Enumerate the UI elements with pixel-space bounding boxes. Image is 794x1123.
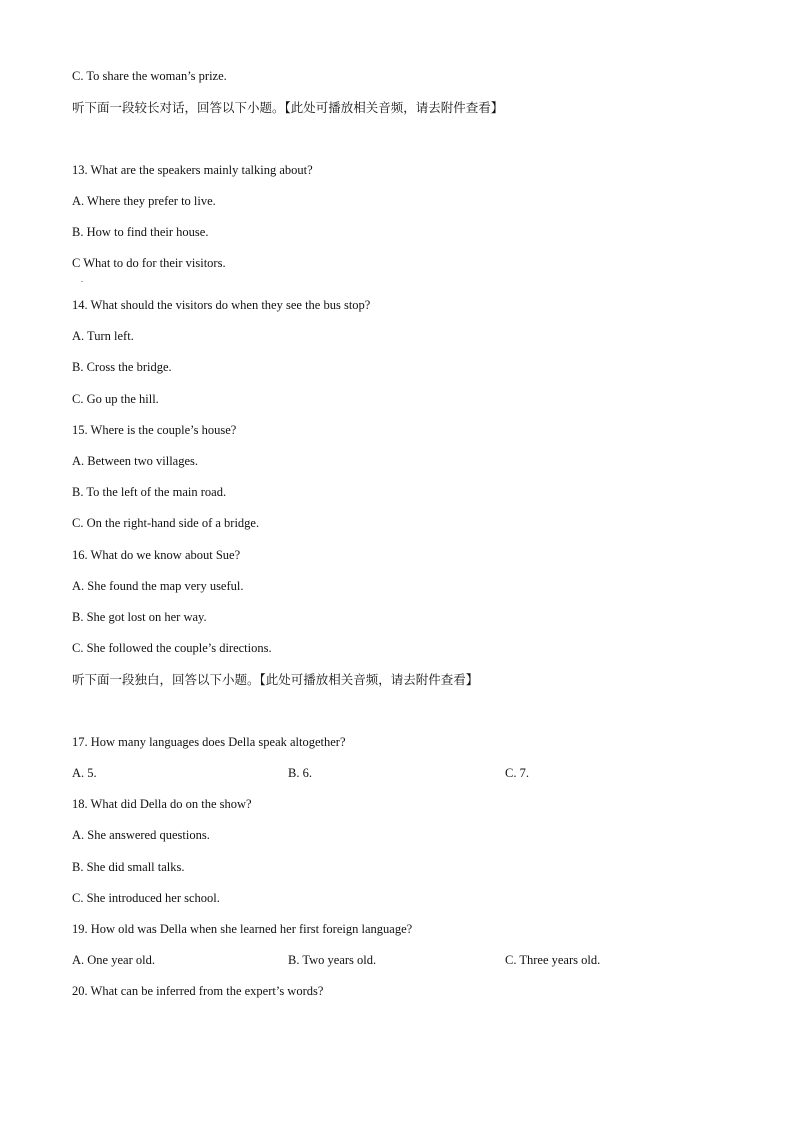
question-18: 18. What did Della do on the show? (72, 797, 252, 811)
question-19: 19. How old was Della when she learned her first foreign language? (72, 922, 413, 936)
q18-option-c: C. She introduced her school. (72, 891, 220, 905)
q15-option-c: C. On the right-hand side of a bridge. (72, 516, 260, 530)
q17-option-a: A. 5. (72, 766, 97, 780)
question-15: 15. Where is the couple’s house? (72, 423, 237, 437)
q14-option-c: C. Go up the hill. (72, 392, 159, 406)
stray-dot: . (81, 275, 83, 284)
question-16: 16. What do we know about Sue? (72, 548, 241, 562)
q17-options (72, 765, 722, 781)
q14-option-a: A. Turn left. (72, 329, 134, 343)
q19-option-c: C. Three years old. (505, 953, 601, 967)
question-14: 14. What should the visitors do when they see the bus stop? (72, 298, 371, 312)
question-13: 13. What are the speakers mainly talking about? (72, 163, 313, 177)
q13-option-b: B. How to find their house. (72, 225, 209, 239)
q19-option-a: A. One year old. (72, 953, 155, 967)
question-20: 20. What can be inferred from the expert’s words? (72, 984, 324, 998)
q16-option-c: C. She followed the couple’s directions. (72, 641, 272, 655)
q13-option-a: A. Where they prefer to live. (72, 194, 216, 208)
q17-option-c: C. 7. (505, 766, 529, 780)
q15-option-b: B. To the left of the main road. (72, 485, 227, 499)
q16-option-b: B. She got lost on her way. (72, 610, 207, 624)
q18-option-a: A. She answered questions. (72, 828, 210, 842)
q16-option-a: A. She found the map very useful. (72, 579, 244, 593)
question-17: 17. How many languages does Della speak altogether? (72, 735, 346, 749)
q17-option-b: B. 6. (288, 766, 312, 780)
section-instruction-monologue: 听下面一段独白，回答以下小题。【此处可播放相关音频，请去附件查看】 (72, 672, 479, 687)
q13-option-c: C What to do for their visitors. (72, 256, 226, 270)
q19-option-b: B. Two years old. (288, 953, 377, 967)
option-c-prev: C. To share the woman’s prize. (72, 69, 227, 83)
q18-option-b: B. She did small talks. (72, 860, 185, 874)
section-instruction-dialogue: 听下面一段较长对话，回答以下小题。【此处可播放相关音频，请去附件查看】 (72, 100, 504, 115)
q19-options (72, 952, 722, 968)
q14-option-b: B. Cross the bridge. (72, 360, 172, 374)
q15-option-a: A. Between two villages. (72, 454, 199, 468)
